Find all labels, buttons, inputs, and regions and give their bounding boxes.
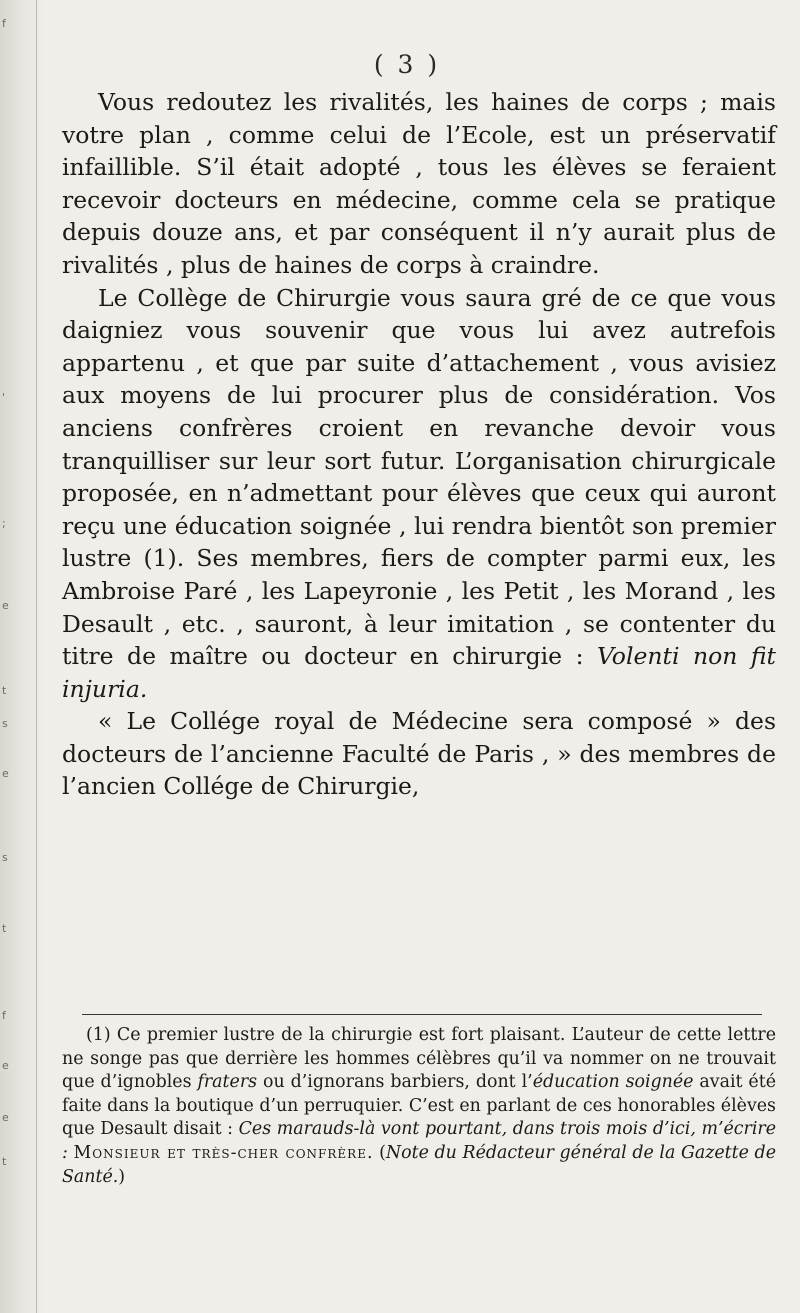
footnote-segment: ou d’ignorans barbiers, dont l’ (257, 1072, 533, 1093)
margin-mark: t (2, 1155, 7, 1168)
footnote-segment: ) (118, 1166, 126, 1187)
footnote-segment: ( (373, 1142, 386, 1163)
margin-mark: s (2, 851, 8, 864)
footnote-text (62, 1024, 776, 1189)
footnote-italic: fraters (197, 1072, 258, 1093)
margin-mark: f (2, 1009, 6, 1022)
margin-mark: ' (2, 391, 6, 404)
margin-mark: e (2, 767, 9, 780)
paragraph-quotation: « Le Collége royal de Médecine sera composé » des docteurs de l’ancienne Faculté de Paris , » des membres de l’ancien Collége de Chirurgie, (62, 707, 776, 801)
paragraph-text: Le Collège de Chirurgie vous saura gré de ce que vous daigniez vous souvenir que vous lui avez autrefois appartenu , et que par suite d’attachement , vous avisiez aux moyens de lui procurer plus de considération. Vos anciens confrères croient en revanche devoir vous tranquilliser sur leur sort futur. L’organisation chirurgicale proposée, en n’admettant pour élèves que ceux qui auront reçu une éducation soignée , lui rendra bientôt son premier lustre (1). Ses membres, fiers de compter parmi eux, les Ambroise Paré , les Lapeyronie , les Petit , les Morand , les Desault , etc. , sauront, à leur imitation , se contenter du titre de maître ou docteur en chirurgie : (62, 283, 776, 671)
margin-mark: t (2, 684, 7, 697)
margin-mark: e (2, 1059, 9, 1072)
margin-mark: e (2, 1111, 9, 1124)
margin-mark: t (2, 922, 7, 935)
binding-edge-line (36, 0, 37, 1313)
footnote-segment: avait été faite dans la boutique d’un perruquier. C’est en parlant de ces honorables élèves que Desault disait : (62, 1072, 776, 1140)
margin-mark: e (2, 599, 9, 612)
margin-mark: s (2, 717, 8, 730)
margin-mark: ; (2, 517, 6, 530)
footnote-quote: Ces marauds-là vont pourtant, dans trois mois d’ici, m’écrire : (62, 1119, 776, 1163)
main-text (62, 86, 776, 803)
footnote-segment: (1) Ce premier lustre de la chirurgie est fort plaisant. L’auteur de cette lettre ne songe pas que derrière les hommes célèbres qu’il va nommer on ne trouvait que d’ignobles (62, 1025, 776, 1093)
margin-bleed-through (2, 0, 36, 1313)
footnote-separator (82, 1014, 762, 1015)
footnote-address: Monsieur et très-cher confrère. (73, 1142, 374, 1163)
latin-maxim: Volenti non fit injuria. (62, 642, 776, 703)
footnote-editor-note: Note du Rédacteur général de la Gazette de Santé. (62, 1142, 776, 1187)
page-number: ( 3 ) (373, 50, 441, 79)
margin-mark: f (2, 17, 6, 30)
paragraph-college-chirurgie (62, 282, 776, 706)
footnote (62, 1024, 776, 1189)
paragraph-rivalites: Vous redoutez les rivalités, les haines de corps ; mais votre plan , comme celui de l’Ecole, est un préservatif infaillible. S’il était adopté , tous les élèves se feraient recevoir docteurs en médecine, comme cela se pratique depuis douze ans, et par conséquent il n’y aurait plus de rivalités , plus de haines de corps à craindre. (62, 88, 776, 279)
footnote-italic: éducation soignée (532, 1072, 694, 1093)
